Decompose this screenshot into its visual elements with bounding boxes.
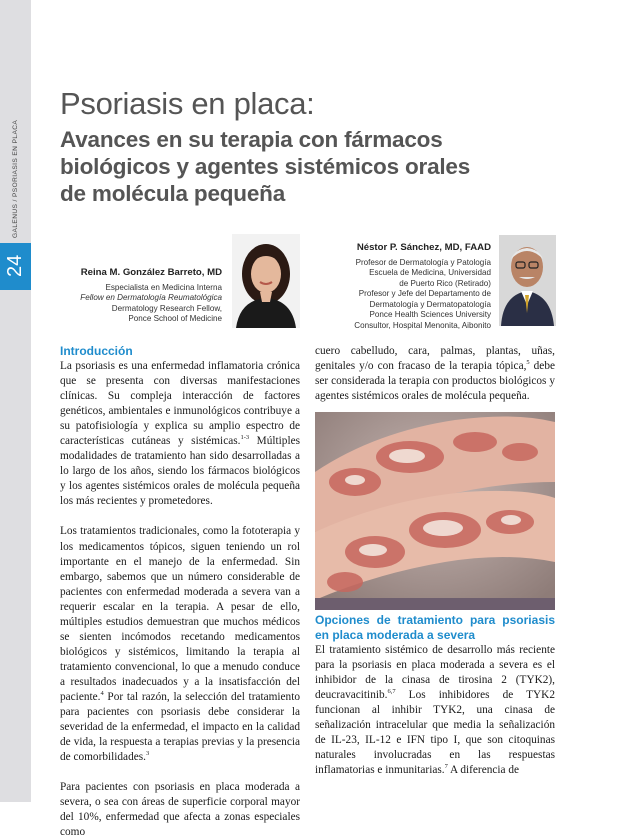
psoriasis-plaque-photo — [315, 412, 555, 610]
article-subtitle: Avances en su terapia con fármacos biológicos y agentes sistémicos orales de molécula pequeña — [60, 127, 471, 206]
page-number: 24 — [4, 254, 26, 278]
author-2-line-4: Profesor y Jefe del Departamento de — [358, 289, 491, 298]
author-name-1: Reina M. González Barreto, MD — [80, 267, 222, 278]
body-column-2-top — [315, 344, 555, 404]
col2-paragraph-1: cuero cabelludo, cara, palmas, plantas, uñas, genitales y/o con fracaso de la terapia tópica,$^5$ debe ser considerada la terapia con productos biológicos y agentes sistémicos orales de molécula pequeña. — [315, 345, 555, 403]
author-1-photo — [232, 234, 300, 328]
author-block-1 — [60, 268, 222, 325]
author-block-2 — [315, 243, 491, 331]
intro-heading: Introducción — [60, 344, 133, 358]
running-head: GALENUS / PSORIASIS EN PLACA — [12, 119, 19, 238]
moderate-severe-paragraph: Para pacientes con psoriasis en placa moderada a severa, o sea con áreas de superficie corporal mayor del 10%, enfermedad que afecta a zonas especiales como — [60, 781, 300, 839]
author-2-line-5: Dermatología y Dermatopatología — [369, 299, 491, 309]
author-1-line-1: Especialista en Medicina Interna — [105, 282, 222, 292]
treatment-options-paragraph: El tratamiento sistémico de desarrollo más reciente para la psoriasis en placa moderada a severa es el inhibidor de la cinasa de tirosina 2 (TYK2), deucravacitinib.$^{6,7}$ Los inhibidores de TYK2 funcionan al inhibir TYK2, una cinasa de señalización intracelular que media la señalización de IL-23, IL-12 e IFN tipo I, que son citoquinas naturales involucradas en las respuestas inflamatorias e inmunitarias.$^7$ A diferencia de — [315, 644, 555, 777]
body-column-2-bottom — [315, 613, 555, 778]
intro-paragraph: La psoriasis es una enfermedad inflamatoria crónica que se presenta con diversas manifestaciones clínicas. Su compleja interacción de factores genéticos, ambientales e inmunológicos contribuye a su patofisiología y explica su amplio espectro de características cutáneas y sistémicas.$^{1-3}$ Múltiples modalidades de tratamiento han sido desarrolladas a lo largo de los años, siendo los fármacos biológicos y los agentes sistémicos orales de molécula pequeña los más recientes y prometedores. — [60, 360, 300, 508]
author-2-line-1: Profesor de Dermatología y Patología — [355, 257, 491, 267]
traditional-treatments-paragraph: Los tratamientos tradicionales, como la fototerapia y los medicamentos tópicos, siguen teniendo un rol importante en el manejo de la enfermedad. Sin embargo, sabemos que un número considerable de pacientes con enfermedad moderada a severa van a requerir escalar en la terapia. A pesar de ello, múltiples estudios demuestran que muchos médicos se sienten incómodos recetando medicamentos biológicos y sistémicos, limitando la terapia al tratamiento convencional, lo que a menudo conduce a resultados inadecuados y a la insatisfacción del paciente.$^4$ Por tal razón, la selección del tratamiento para pacientes con psoriasis debe considerar la severidad de la enfermedad, el impacto en la calidad de vida, la respuesta a terapias previas y la presencia de comorbilidades.$^3$ — [60, 525, 300, 764]
author-2-photo — [499, 235, 556, 326]
author-1-line-4: Ponce School of Medicine — [128, 314, 222, 323]
author-2-line-2: Escuela de Medicina, Universidad — [369, 268, 491, 277]
author-1-line-2: Fellow en Dermatología Reumatológica — [80, 293, 222, 302]
body-column-1 — [60, 344, 300, 840]
article-title: Psoriasis en placa: — [60, 86, 315, 121]
author-2-line-3: de Puerto Rico (Retirado) — [399, 278, 491, 288]
treatment-options-heading: Opciones de tratamiento para psoriasis en placa moderada a severa — [315, 613, 555, 642]
author-2-line-7: Consultor, Hospital Menonita, Aibonito — [354, 320, 491, 330]
author-2-line-6: Ponce Health Sciences University — [369, 310, 491, 319]
author-name-2: Néstor P. Sánchez, MD, FAAD — [356, 242, 491, 253]
author-1-line-3: Dermatology Research Fellow, — [111, 303, 222, 313]
